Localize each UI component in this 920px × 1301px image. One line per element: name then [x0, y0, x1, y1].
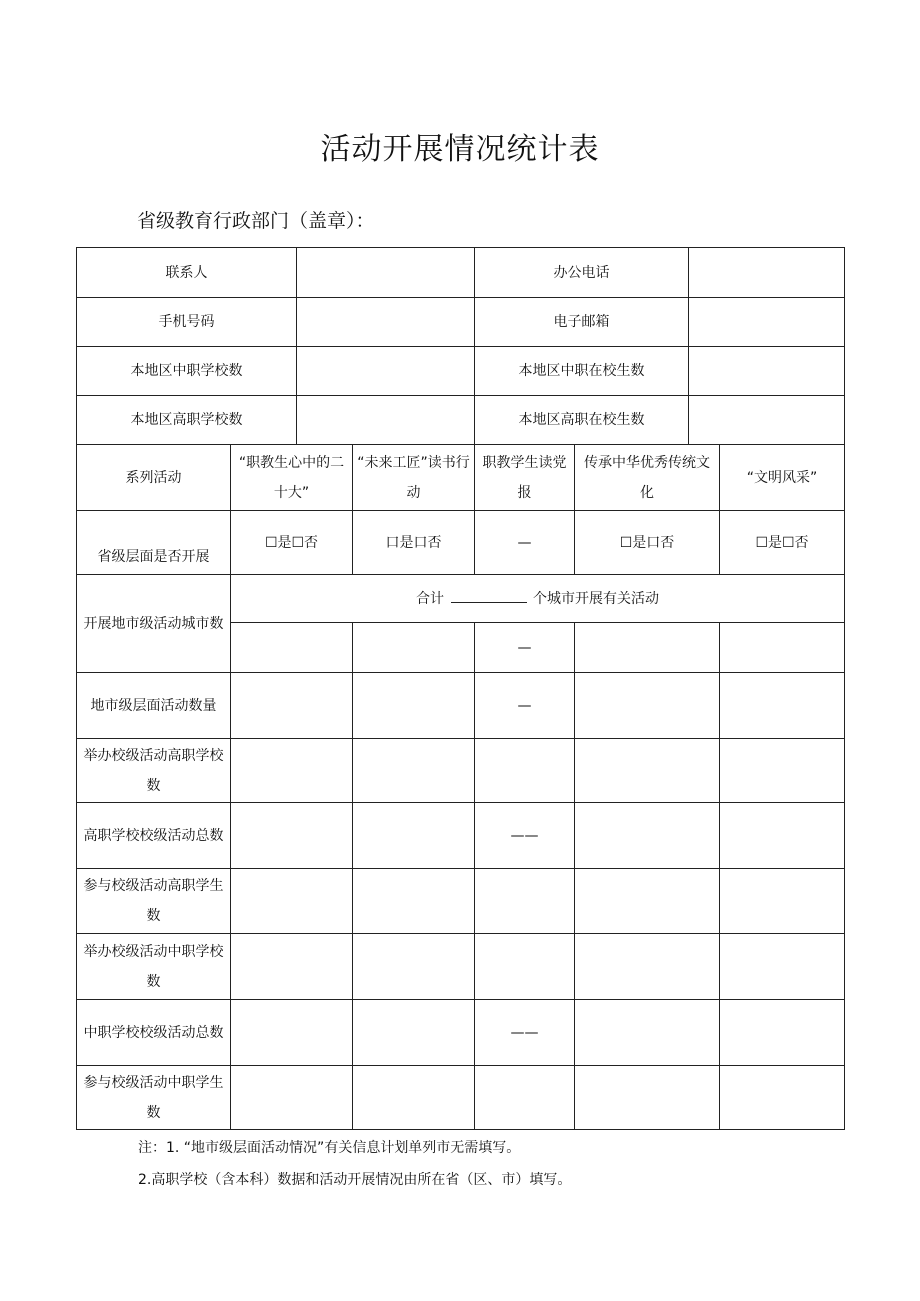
table-row [77, 396, 845, 445]
data-cell[interactable] [720, 803, 845, 869]
footnote: 2.高职学校（含本科）数据和活动开展情况由所在省（区、市）填写。 [138, 1172, 572, 1188]
table-row [77, 1000, 845, 1066]
secondary-students-field[interactable] [689, 347, 845, 396]
footnotes [138, 1132, 571, 1196]
footnote: 注：1. “地市级层面活动情况”有关信息计划单列市无需填写。 [138, 1140, 521, 1156]
data-cell[interactable] [353, 673, 475, 739]
yes-no-checkbox[interactable]: 口是口否 [353, 511, 475, 575]
email-field[interactable] [689, 298, 845, 347]
mobile-label: 手机号码 [77, 298, 297, 347]
data-cell[interactable] [575, 623, 720, 673]
page-title: 活动开展情况统计表 [320, 132, 600, 167]
table-row [77, 739, 845, 803]
data-cell[interactable] [720, 739, 845, 803]
data-cell[interactable] [575, 1000, 720, 1066]
data-cell[interactable] [575, 1066, 720, 1130]
table-row [77, 347, 845, 396]
office-phone-label: 办公电话 [475, 248, 689, 298]
data-cell[interactable] [353, 623, 475, 673]
higher-schools-label: 本地区高职学校数 [77, 396, 297, 445]
table-row [77, 298, 845, 347]
data-cell[interactable] [575, 869, 720, 934]
row-label: 参与校级活动中职学生数 [77, 1066, 231, 1130]
data-cell[interactable] [720, 673, 845, 739]
table-row [77, 248, 845, 298]
data-cell[interactable] [720, 1066, 845, 1130]
data-cell[interactable] [231, 803, 353, 869]
activity-header: “未来工匠”读书行动 [353, 445, 475, 511]
yes-no-checkbox[interactable]: ☐是☐否 [720, 511, 845, 575]
not-applicable-dash: — [475, 511, 575, 575]
provincial-row [77, 511, 845, 575]
activity-header: “文明风采” [720, 445, 845, 511]
table-row [77, 803, 845, 869]
data-cell[interactable] [353, 1066, 475, 1130]
yes-no-checkbox[interactable]: ☐是口否 [575, 511, 720, 575]
data-cell[interactable] [231, 739, 353, 803]
row-label: 中职学校校级活动总数 [77, 1000, 231, 1066]
data-cell[interactable] [353, 869, 475, 934]
contact-person-label: 联系人 [77, 248, 297, 298]
row-label: 举办校级活动高职学校数 [77, 739, 231, 803]
email-label: 电子邮箱 [475, 298, 689, 347]
higher-students-label: 本地区高职在校生数 [475, 396, 689, 445]
data-cell[interactable] [575, 803, 720, 869]
data-cell[interactable] [575, 934, 720, 1000]
data-cell[interactable] [231, 1066, 353, 1130]
data-cell[interactable] [231, 869, 353, 934]
data-cell[interactable] [353, 934, 475, 1000]
activity-header: 职教学生读党报 [475, 445, 575, 511]
secondary-schools-field[interactable] [297, 347, 475, 396]
statistics-table [76, 247, 845, 1130]
higher-schools-field[interactable] [297, 396, 475, 445]
department-seal-label: 省级教育行政部门（盖章）： [137, 210, 375, 232]
office-phone-field[interactable] [689, 248, 845, 298]
data-cell[interactable] [720, 869, 845, 934]
city-total-suffix: 个城市开展有关活动 [532, 590, 659, 607]
data-cell[interactable] [231, 934, 353, 1000]
city-total-row [77, 575, 845, 623]
data-cell[interactable] [475, 869, 575, 934]
data-cell[interactable] [231, 623, 353, 673]
data-cell[interactable] [475, 739, 575, 803]
city-count-label: 开展地市级活动城市数 [77, 575, 231, 673]
mobile-field[interactable] [297, 298, 475, 347]
data-cell[interactable] [720, 623, 845, 673]
activity-header: “职教生心中的二十大” [231, 445, 353, 511]
data-cell[interactable] [353, 1000, 475, 1066]
data-cell[interactable] [475, 934, 575, 1000]
table-row [77, 673, 845, 739]
not-applicable-dash: — [475, 623, 575, 673]
secondary-students-label: 本地区中职在校生数 [475, 347, 689, 396]
row-label: 高职学校校级活动总数 [77, 803, 231, 869]
row-label: 地市级层面活动数量 [77, 673, 231, 739]
city-total-prefix: 合计 [416, 590, 445, 607]
contact-person-field[interactable] [297, 248, 475, 298]
not-applicable-dash: —— [475, 1000, 575, 1066]
higher-students-field[interactable] [689, 396, 845, 445]
table-row [77, 934, 845, 1000]
activities-label: 系列活动 [77, 445, 231, 511]
data-cell[interactable] [575, 739, 720, 803]
row-label: 参与校级活动高职学生数 [77, 869, 231, 934]
table-row [77, 1066, 845, 1130]
data-cell[interactable] [353, 739, 475, 803]
table-row [77, 869, 845, 934]
city-total-cell [231, 575, 845, 623]
activity-header: 传承中华优秀传统文化 [575, 445, 720, 511]
data-cell[interactable] [231, 673, 353, 739]
secondary-schools-label: 本地区中职学校数 [77, 347, 297, 396]
data-cell[interactable] [353, 803, 475, 869]
row-label: 举办校级活动中职学校数 [77, 934, 231, 1000]
provincial-label: 省级层面是否开展 [77, 511, 231, 575]
yes-no-checkbox[interactable]: ☐是☐否 [231, 511, 353, 575]
not-applicable-dash: —— [475, 803, 575, 869]
not-applicable-dash: — [475, 673, 575, 739]
city-total-blank[interactable] [451, 588, 527, 603]
data-cell[interactable] [720, 934, 845, 1000]
data-cell[interactable] [720, 1000, 845, 1066]
data-cell[interactable] [231, 1000, 353, 1066]
activities-header-row [77, 445, 845, 511]
data-cell[interactable] [575, 673, 720, 739]
data-cell[interactable] [475, 1066, 575, 1130]
